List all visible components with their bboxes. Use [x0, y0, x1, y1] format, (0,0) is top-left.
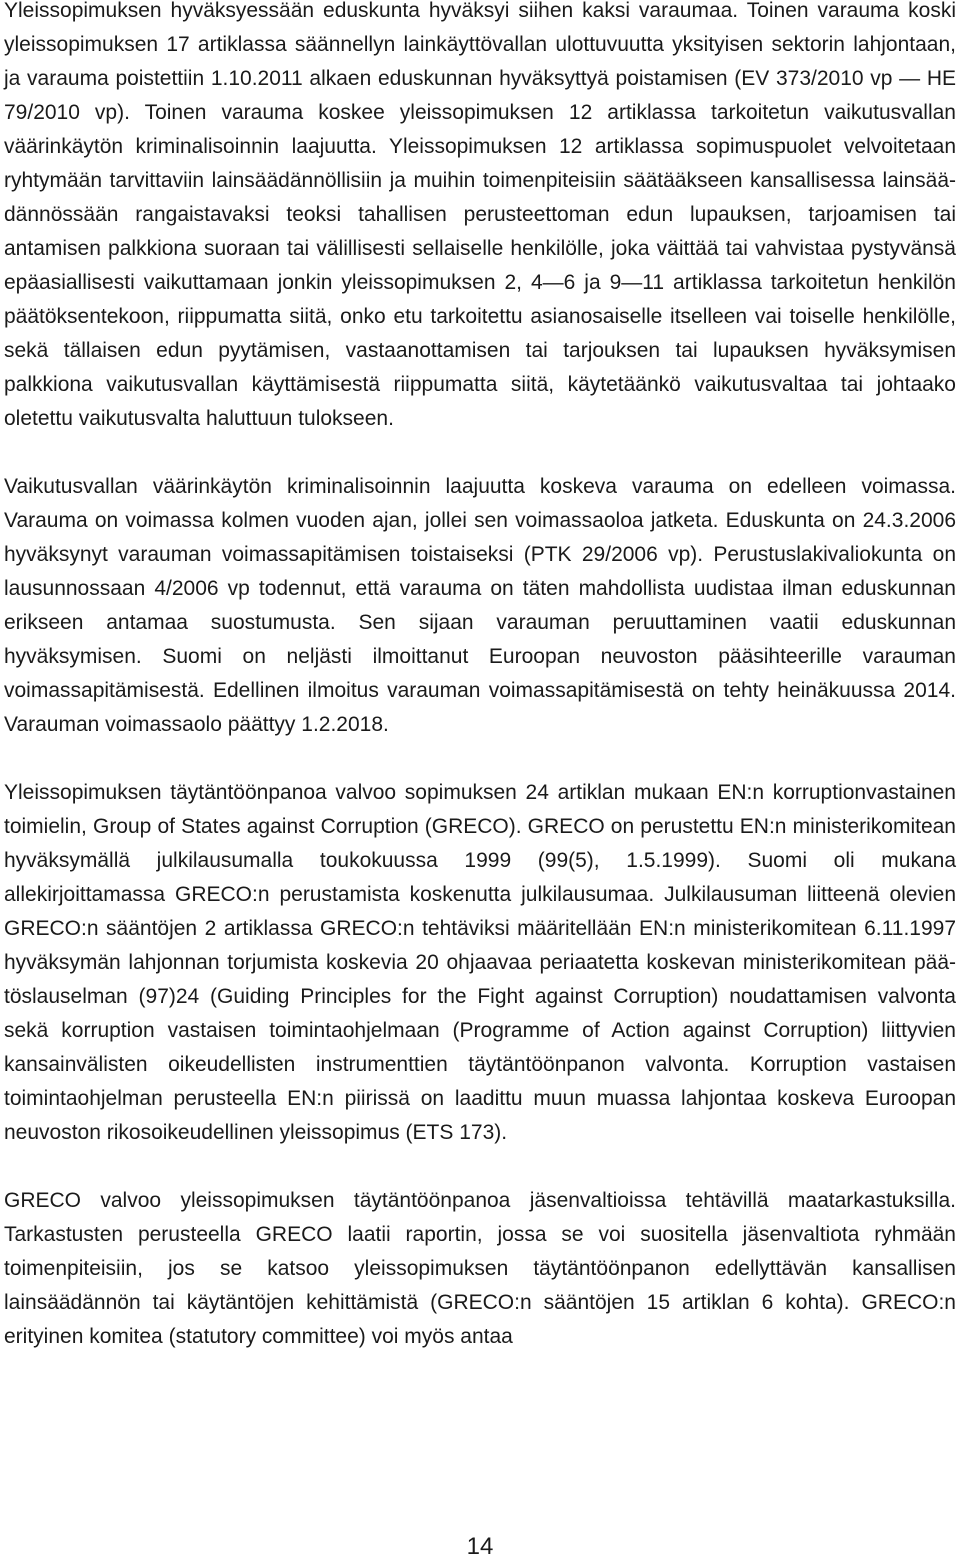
page-number: 14 [466, 1533, 494, 1560]
paragraph-reservations: Yleissopimuksen hyväksyessään eduskunta hyväksyi siihen kaksi varaumaa. Toinen varauma koski yleissopimuksen 17 artiklassa säännellyn lainkäyttövallan ulottuvuutta yksityisen sektorin lahjontaan, ja varauma poistettiin 1.10.2011 alkaen eduskunnan hyväksyttyä poistamisen (EV 373/2010 vp — HE 79/2010 vp). Toinen varauma koskee yleissopimuksen 12 artiklassa tarkoitetun vaikutusvallan väärinkäytön kriminalisoinnin laajuutta. Yleissopimuksen 12 artiklassa sopimuspuolet velvoitetaan ryhtymään tarvittaviin lainsäädännöllisiin ja muihin toimenpiteisiin säätääkseen kansallisessa lainsäädännössään rangaistavaksi teoksi tahallisen perusteettoman edun lupauksen, tarjoamisen tai antamisen palkkiona suoraan tai välillisesti sellaiselle henkilölle, joka väittää tai vahvistaa pystyvänsä epäasiallisesti vaikuttamaan jonkin yleissopimuksen 2, 4—6 ja 9—11 artiklassa tarkoitetun henkilön päätöksentekoon, riippumatta siitä, onko etu tarkoitettu asianosaiselle itselleen vai toiselle henkilölle, sekä tällaisen edun pyytämisen, vastaanottamisen tai tarjouksen tai lupauksen hyväksymisen palkkiona vaikutusvallan käyttämisestä riippumatta siitä, käytetäänkö vaikutusvaltaa tai johtaako oletettu vaikutusvalta haluttuun tulokseen. [4, 0, 956, 430]
paragraph-greco-establishment: Yleissopimuksen täytäntöönpanoa valvoo sopimuksen 24 artiklan mukaan EN:n korruptionvastainen toimielin, Group of States against Corruption (GRECO). GRECO on perustettu EN:n ministerikomitean hyväksymällä julkilausumalla toukokuussa 1999 (99(5), 1.5.1999). Suomi oli mukana allekirjoittamassa GRECO:n perustamista koskenutta julkilausumaa. Julkilausuman liitteenä olevien GRECO:n sääntöjen 2 artiklassa GRECO:n tehtäviksi määritellään EN:n ministerikomitean 6.11.1997 hyväksymän lahjonnan torjumista koskevia 20 ohjaavaa periaatetta koskevan ministerikomitean päätöslauselman (97)24 (Guiding Principles for the Fight against Corruption) noudattamisen valvonta sekä korruption vastaisen toimintaohjelmaan (Programme of Action against Corruption) liittyvien kansainvälisten oikeudellisten instrumenttien täytäntöönpanon valvonta. Korruption vastaisen toimintaohjelman perusteella EN:n piirissä on laadittu muun muassa lahjontaa koskeva Euroopan neuvoston rikosoikeudellinen yleissopimus (ETS 173). [4, 781, 956, 1144]
paragraph-greco-monitoring: GRECO valvoo yleissopimuksen täytäntöönpanoa jäsenvaltioissa tehtävillä maatarkastuksilla. Tarkastusten perusteella GRECO laatii raportin, jossa se voi suositella jäsenvaltiota ryhmään toimenpiteisiin, jos se katsoo yleissopimuksen täytäntöönpanon edellyttävän kansallisen lainsäädännön tai käytäntöjen kehittämistä (GRECO:n sääntöjen 15 artiklan 6 kohta). GRECO:n erityinen komitea (statutory committee) voi myös antaa [4, 1189, 956, 1348]
paragraph-reservation-validity: Vaikutusvallan väärinkäytön kriminalisoinnin laajuutta koskeva varauma on edelleen voimassa. Varauma on voimassa kolmen vuoden ajan, jollei sen voimassaoloa jatketa. Eduskunta on 24.3.2006 hyväksynyt varauman voimassapitämisen toistaiseksi (PTK 29/2006 vp). Perustuslakivaliokunta on lausunnossaan 4/2006 vp todennut, että varauma on täten mahdollista uudistaa ilman eduskunnan erikseen antamaa suostumusta. Sen sijaan varauman peruuttaminen vaatii eduskunnan hyväksymisen. Suomi on neljästi ilmoittanut Euroopan neuvoston pääsihteerille varauman voimassapitämisestä. Edellinen ilmoitus varauman voimassapitämisestä on tehty heinäkuussa 2014. Varauman voimassaolo päättyy 1.2.2018. [4, 475, 956, 736]
document-page [4, 0, 956, 1354]
